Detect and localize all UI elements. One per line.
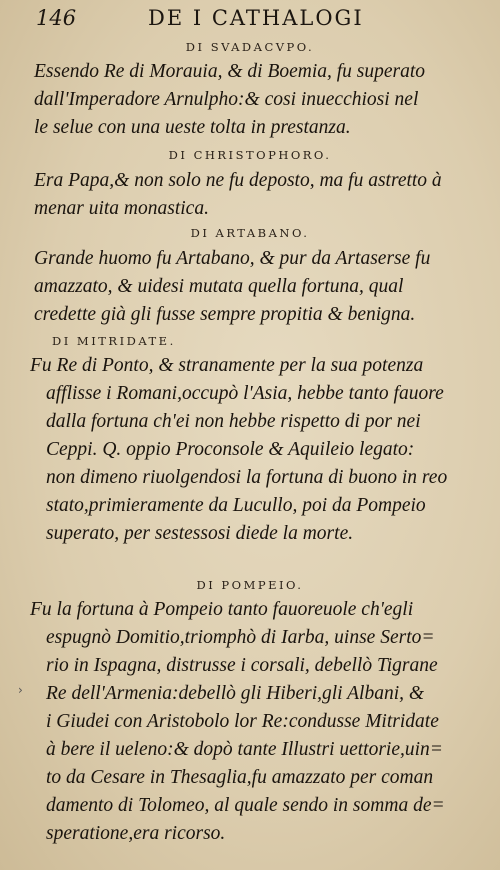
text-line: Essendo Re di Morauia, & di Boemia, fu superato: [34, 61, 426, 82]
text-line: afflisse i Romani,occupò l'Asia, hebbe tanto fauore: [46, 383, 444, 404]
text-line: dall'Imperadore Arnulpho:& cosi inuecchiosi nel: [34, 89, 419, 110]
margin-mark: ›: [18, 683, 23, 697]
text-line: Ceppi. Q. oppio Proconsole & Aquileio legato:: [46, 439, 415, 460]
text-line: à bere il ueleno:& dopò tante Illustri uettorie,uin=: [46, 739, 443, 760]
text-line: menar uita monastica.: [34, 198, 209, 219]
text-line: Era Papa,& non solo ne fu deposto, ma fu astretto à: [34, 170, 442, 191]
text-line: Fu la fortuna à Pompeio tanto fauoreuole ch'egli: [30, 599, 414, 620]
text-line: dalla fortuna ch'ei non hebbe rispetto di por nei: [46, 411, 421, 432]
text-line: rio in Ispagna, distrusse i corsali, debellò Tigrane: [46, 655, 438, 676]
text-line: stato,primieramente da Lucullo, poi da Pompeio: [46, 495, 426, 516]
text-line: espugnò Domitio,triomphò di Iarba, uinse Serto=: [46, 627, 435, 648]
page-header: [36, 2, 480, 34]
text-line: superato, per sestessosi diede la morte.: [46, 523, 354, 544]
running-head: DE I CATHALOGI: [148, 6, 364, 30]
text-line: amazzato, & uidesi mutata quella fortuna, qual: [34, 276, 404, 297]
text-line: Re dell'Armenia:debellò gli Hiberi,gli Albani, &: [46, 683, 425, 704]
section-title-mitridate: DI MITRIDATE.: [52, 334, 176, 348]
text-line: credette già gli fusse sempre propitia & benigna.: [34, 304, 416, 325]
text-line: Fu Re di Ponto, & stranamente per la sua potenza: [30, 355, 424, 376]
text-line: Grande huomo fu Artabano, & pur da Artaserse fu: [34, 248, 431, 269]
text-line: non dimeno riuolgendosi la fortuna di buono in reo: [46, 467, 448, 488]
section-title-pompeio: DI POMPEIO.: [196, 578, 304, 592]
text-line: to da Cesare in Thesaglia,fu amazzato per coman: [46, 767, 434, 788]
text-line: i Giudei con Aristobolo lor Re:condusse Mitridate: [46, 711, 439, 732]
section-title-christophoro: DI CHRISTOPHORO.: [168, 148, 332, 162]
text-line: speratione,era ricorso.: [46, 823, 226, 844]
page-number: 146: [36, 6, 77, 30]
text-line: le selue con una ueste tolta in prestanza.: [34, 117, 351, 138]
section-title-artabano: DI ARTABANO.: [190, 226, 310, 240]
section-title-svadacvpo: DI SVADACVPO.: [185, 40, 315, 54]
text-line: damento di Tolomeo, al quale sendo in somma de=: [46, 795, 445, 816]
